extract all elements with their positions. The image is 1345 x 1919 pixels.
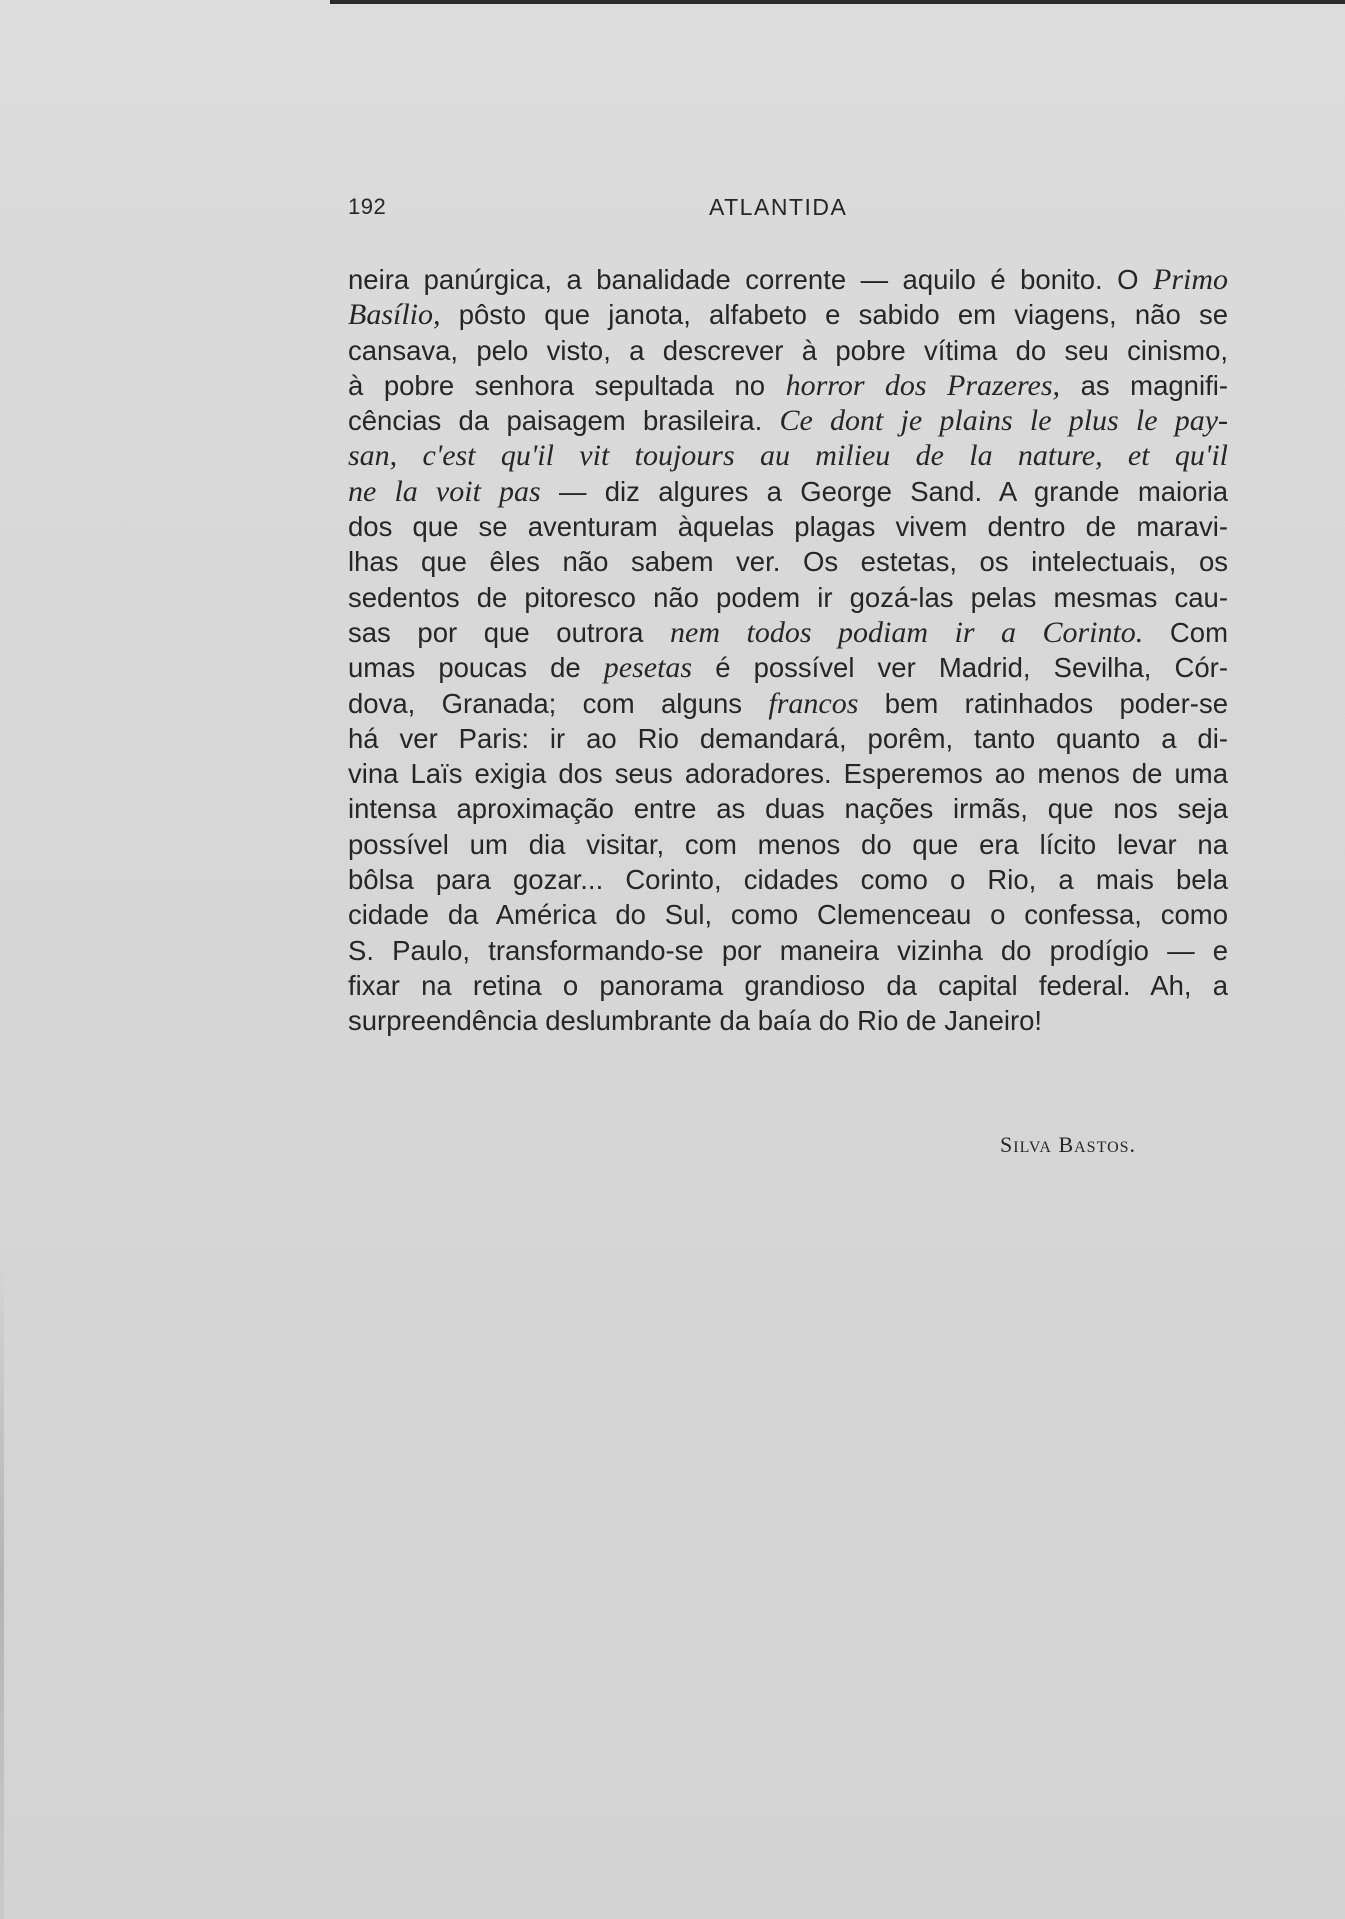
italic-phrase: Primo	[1153, 263, 1228, 296]
signature-first-name-rest: ILVA	[1013, 1139, 1052, 1156]
text-segment: pôsto que janota, alfabeto e sabido em viagens, não se	[440, 299, 1228, 331]
text-line	[348, 827, 1228, 862]
signature-initial-first: S	[1000, 1132, 1014, 1157]
text-line	[348, 474, 1228, 509]
text-segment: dos que se aventuram àquelas plagas vivem dentro de maravi-	[348, 511, 1228, 543]
text-segment: dova, Granada; com alguns	[348, 687, 769, 719]
text-line	[348, 933, 1228, 968]
italic-phrase: pesetas	[603, 651, 693, 685]
italic-phrase: san, c'est qu'il vit toujours au milieu de la nature, et qu'il	[348, 439, 1228, 473]
text-segment: possível um dia visitar, com menos do que era lícito levar na	[348, 828, 1228, 860]
text-line	[348, 333, 1228, 368]
author-signature	[1000, 1132, 1136, 1158]
running-title: ATLANTIDA	[709, 194, 848, 220]
body-paragraph	[348, 262, 1228, 1039]
italic-phrase: francos	[768, 686, 859, 720]
italic-phrase: nem todos podiam ir a Corinto.	[670, 615, 1144, 649]
text-segment: sedentos de pitoresco não podem ir gozá-las pelas mesmas cau-	[348, 581, 1228, 613]
text-segment: há ver Paris: ir ao Rio demandará, porêm, tanto quanto a di-	[348, 722, 1228, 754]
scan-edge-rule	[330, 0, 1345, 4]
page-number: 192	[348, 194, 387, 219]
text-line	[348, 297, 1228, 332]
text-line	[348, 897, 1228, 932]
text-segment: sas por que outrora	[348, 616, 671, 648]
text-segment: bôlsa para gozar... Corinto, cidades como o Rio, a mais bela	[348, 864, 1228, 896]
text-line	[348, 721, 1228, 756]
text-segment: umas poucas de	[348, 652, 604, 684]
text-line	[348, 438, 1228, 473]
text-segment: é possível ver Madrid, Sevilha, Cór-	[692, 652, 1228, 684]
italic-phrase: Ce dont je plains le plus le pay-	[779, 404, 1228, 438]
text-segment: Com	[1143, 616, 1228, 648]
text-line	[348, 650, 1228, 685]
text-line	[348, 686, 1228, 721]
text-line	[348, 968, 1228, 1003]
text-line	[348, 403, 1228, 438]
italic-phrase: Basílio,	[348, 298, 441, 332]
text-segment: intensa aproximação entre as duas nações irmãs, que nos seja	[348, 793, 1228, 825]
text-segment: S. Paulo, transformando-se por maneira vizinha do prodígio — e	[348, 934, 1228, 966]
text-segment: cências da paisagem brasileira.	[348, 405, 780, 437]
text-segment: surpreendência deslumbrante da baía do Rio de Janeiro!	[348, 1005, 1043, 1037]
scan-edge-shadow	[0, 1250, 4, 1919]
text-line	[348, 262, 1228, 297]
text-line	[348, 509, 1228, 544]
text-line	[348, 615, 1228, 650]
text-segment: vina Laïs exigia dos seus adoradores. Esperemos ao menos de uma	[348, 758, 1228, 790]
text-segment: fixar na retina o panorama grandioso da capital federal. Ah, a	[348, 969, 1228, 1001]
text-segment: lhas que êles não sabem ver. Os estetas, os intelectuais, os	[348, 546, 1228, 578]
italic-phrase: horror dos Prazeres,	[785, 368, 1061, 402]
page-header	[348, 194, 1228, 228]
text-segment: cansava, pelo visto, a descrever à pobre vítima do seu cinismo,	[348, 334, 1228, 366]
text-line	[348, 368, 1228, 403]
text-line	[348, 580, 1228, 615]
text-segment: à pobre senhora sepultada no	[348, 369, 786, 401]
signature-last-name-rest: ASTOS	[1074, 1139, 1130, 1156]
text-line	[348, 756, 1228, 791]
text-line	[348, 862, 1228, 897]
text-segment: bem ratinhados poder-se	[858, 687, 1228, 719]
text-line	[348, 544, 1228, 579]
text-segment: as magnifi-	[1060, 369, 1228, 401]
text-line	[348, 791, 1228, 826]
text-segment: cidade da América do Sul, como Clemenceau o confessa, como	[348, 899, 1228, 931]
text-line	[348, 1003, 1228, 1038]
text-segment: — diz algures a George Sand. A grande maioria	[540, 475, 1228, 507]
italic-phrase: ne la voit pas	[348, 474, 541, 508]
signature-initial-last: B	[1051, 1132, 1075, 1157]
signature-period: .	[1129, 1132, 1137, 1157]
text-segment: neira panúrgica, a banalidade corrente — aquilo é bonito. O	[348, 264, 1153, 295]
